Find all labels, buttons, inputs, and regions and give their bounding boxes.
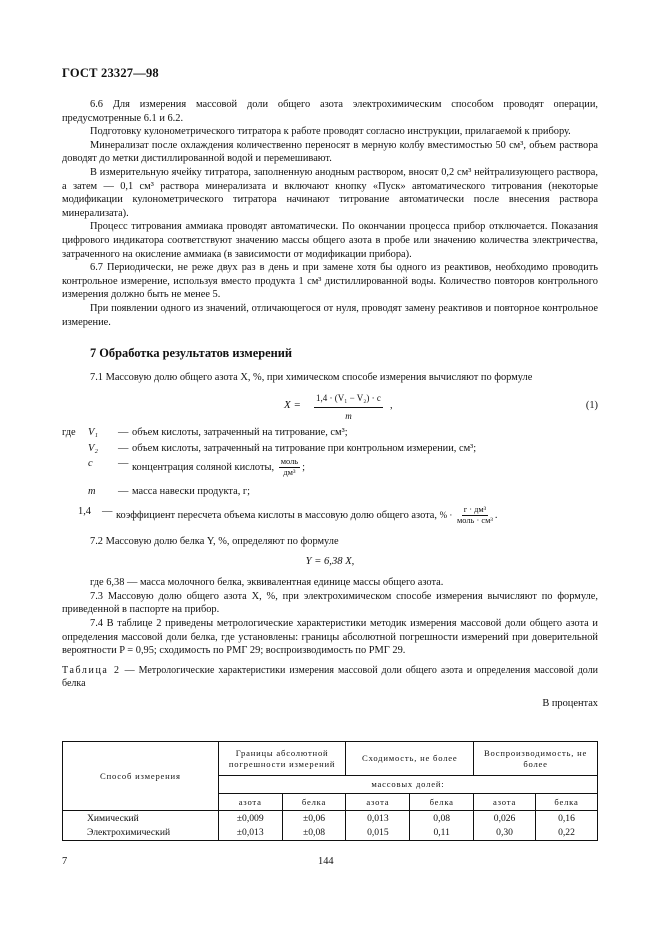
col-group-header: Границы абсолютной погрешности измерений	[218, 742, 346, 776]
where-symbol: 1,4	[78, 506, 91, 518]
formula-1	[62, 392, 598, 422]
formula-2: Y = 6,38 X,	[305, 555, 355, 567]
col-group-header: Сходимость, не более	[346, 742, 474, 776]
formula-1-tail: ,	[390, 400, 393, 412]
table-2-label: Таблица 2	[62, 664, 121, 676]
where-dash: —	[102, 506, 113, 518]
where-item	[62, 505, 598, 531]
col-method-header: Способ измерения	[63, 742, 219, 811]
subcol-header: азота	[218, 794, 282, 811]
table-cell: 0,026	[474, 811, 536, 826]
table-cell: 0,22	[536, 826, 598, 841]
where-dash: —	[118, 427, 129, 439]
table-2-caption-text: — Метрологические характеристики измерения массовой доли общего азота и определения массовой доли белка	[62, 664, 598, 690]
table-cell: 0,30	[474, 826, 536, 841]
table-row	[63, 826, 598, 841]
paragraph-mineral: Минерализат после охлаждения количественно переносят в мерную колбу вместимостью 50 см³, объем раствора доводят до метки дистиллированной водой и перемешивают.	[62, 139, 598, 165]
where-text: коэффициент пересчета объема кислоты в массовую долю общего азота, % · $\frac{\text{г · дм³}}{\text{моль · см³}}$ .	[116, 505, 498, 526]
unit-fraction: $\frac{\text{г · дм³}}{\text{моль · см³}}$	[457, 505, 493, 526]
paragraph-nonzero: При появлении одного из значений, отличающегося от нуля, проводят замену реактивов и повторное контрольное измерение.	[62, 302, 598, 328]
subcol-header: белка	[282, 794, 346, 811]
formula-1-number: (1)	[585, 400, 598, 412]
subcol-header: азота	[474, 794, 536, 811]
where-list	[62, 426, 598, 531]
formula-1-fraction	[314, 392, 383, 423]
where-symbol: c	[88, 458, 93, 470]
where-text: объем кислоты, затраченный на титрование при контрольном измерении, см³;	[132, 442, 477, 454]
where-item	[62, 426, 598, 440]
table-cell: 0,16	[536, 811, 598, 826]
table-cell: 0,015	[346, 826, 410, 841]
where-symbol: V₁	[88, 427, 98, 439]
table-units: В процентах	[542, 698, 598, 709]
col-group-header: Воспроизводимость, не более	[474, 742, 598, 776]
table-cell: ±0,08	[282, 826, 346, 841]
paragraph-7-4: 7.4 В таблице 2 приведены метрологические характеристики методик измерения массовой доли общего азота и определения массовой доли белка, где установлены: границы абсолютной погрешности измерений при доверительной вероятности P = 0,95; сходимость по РМГ 29; воспроизводимость по РМГ 29.	[62, 618, 598, 657]
where-lead: где	[62, 427, 76, 439]
paragraph-prep: Подготовку кулонометрического титратора к работе проводят согласно инструкции, прилагаемой к прибору.	[90, 126, 571, 138]
paragraph-6-6: 6.6 Для измерения массовой доли общего азота электрохимическим способом проводят операции, предусмотренные 6.1 и 6.2.	[62, 99, 598, 124]
page-number-left: 7	[62, 856, 68, 867]
paragraph-7-1: 7.1 Массовую долю общего азота X, %, при химическом способе измерения вычисляют по формуле	[90, 371, 533, 383]
table-cell: 0,11	[410, 826, 474, 841]
where-item	[62, 442, 598, 456]
subheader: массовых долей:	[218, 776, 597, 794]
where-text: масса навески продукта, г;	[132, 486, 251, 498]
formula-1-lhs: X =	[284, 399, 301, 412]
table-cell: 0,013	[346, 811, 410, 826]
where-item	[62, 485, 598, 499]
subcol-header: белка	[410, 794, 474, 811]
subcol-header: белка	[536, 794, 598, 811]
unit-fraction: $\frac{\text{моль}}{\text{дм³}}$	[280, 457, 299, 478]
where-dash: —	[118, 486, 129, 498]
paragraph-cell: В измерительную ячейку титратора, заполненную анодным раствором, вносят 0,2 см³ нейтрализующего раствора, а затем — 0,1 см³ раствора минерализата и включают кнопку «Пуск» автоматического титрования (некоторые модификации кулонометрического титратора начинают титрование автоматически после внесения раствора минерализата).	[62, 166, 598, 219]
table-cell: 0,08	[410, 811, 474, 826]
table-cell: ±0,06	[282, 811, 346, 826]
table-cell: ±0,009	[218, 811, 282, 826]
formula-1-denominator: m	[345, 410, 352, 421]
table-2-caption	[62, 664, 598, 691]
table-cell: ±0,013	[218, 826, 282, 841]
where-dash: —	[118, 458, 129, 470]
paragraph-7-2-where: где 6,38 — масса молочного белка, эквивалентная единице массы общего азота.	[90, 577, 444, 589]
where-text: объем кислоты, затраченный на титрование, см³;	[132, 427, 348, 439]
where-text: концентрация соляной кислоты, $\frac{\text{моль}}{\text{дм³}}$ ;	[132, 457, 306, 478]
paragraph-process: Процесс титрования аммиака проводят автоматически. По окончании процесса прибор отключается. Показания цифрового индикатора соответствуют значению массы общего азота в пробе или значению количества электричества, затраченного на окисление аммиака (в зависимости от модификации прибора).	[62, 221, 598, 260]
where-item	[62, 457, 598, 481]
standard-header: ГОСТ 23327—98	[62, 66, 159, 80]
paragraph-7-3: 7.3 Массовую долю общего азота X, %, при электрохимическом способе измерения вычисляют по формуле, приведенной в паспорте на прибор.	[62, 590, 598, 616]
table-2	[62, 741, 598, 841]
where-dash: —	[118, 442, 129, 454]
table-row	[63, 811, 598, 826]
body-text	[62, 98, 598, 713]
formula-1-numerator: 1,4 · (V₁ − V₂) · c	[314, 392, 383, 408]
section-7-title: 7 Обработка результатов измерений	[90, 346, 293, 361]
paragraph-6-7: 6.7 Периодически, не реже двух раз в день и при замене хотя бы одного из реактивов, необходимо проводить контрольное измерение, используя вместо продукта 1 см³ дистиллированной воды. Количество повторов контрольного измерения должно быть не менее 5.	[62, 262, 598, 301]
row-method: Электрохимический	[63, 826, 219, 841]
row-method: Химический	[63, 811, 219, 826]
page-number-center: 144	[318, 856, 334, 867]
subcol-header: азота	[346, 794, 410, 811]
where-symbol: m	[88, 486, 96, 498]
paragraph-7-2: 7.2 Массовую долю белка Y, %, определяют по формуле	[90, 536, 339, 548]
where-symbol: V₂	[88, 442, 98, 454]
